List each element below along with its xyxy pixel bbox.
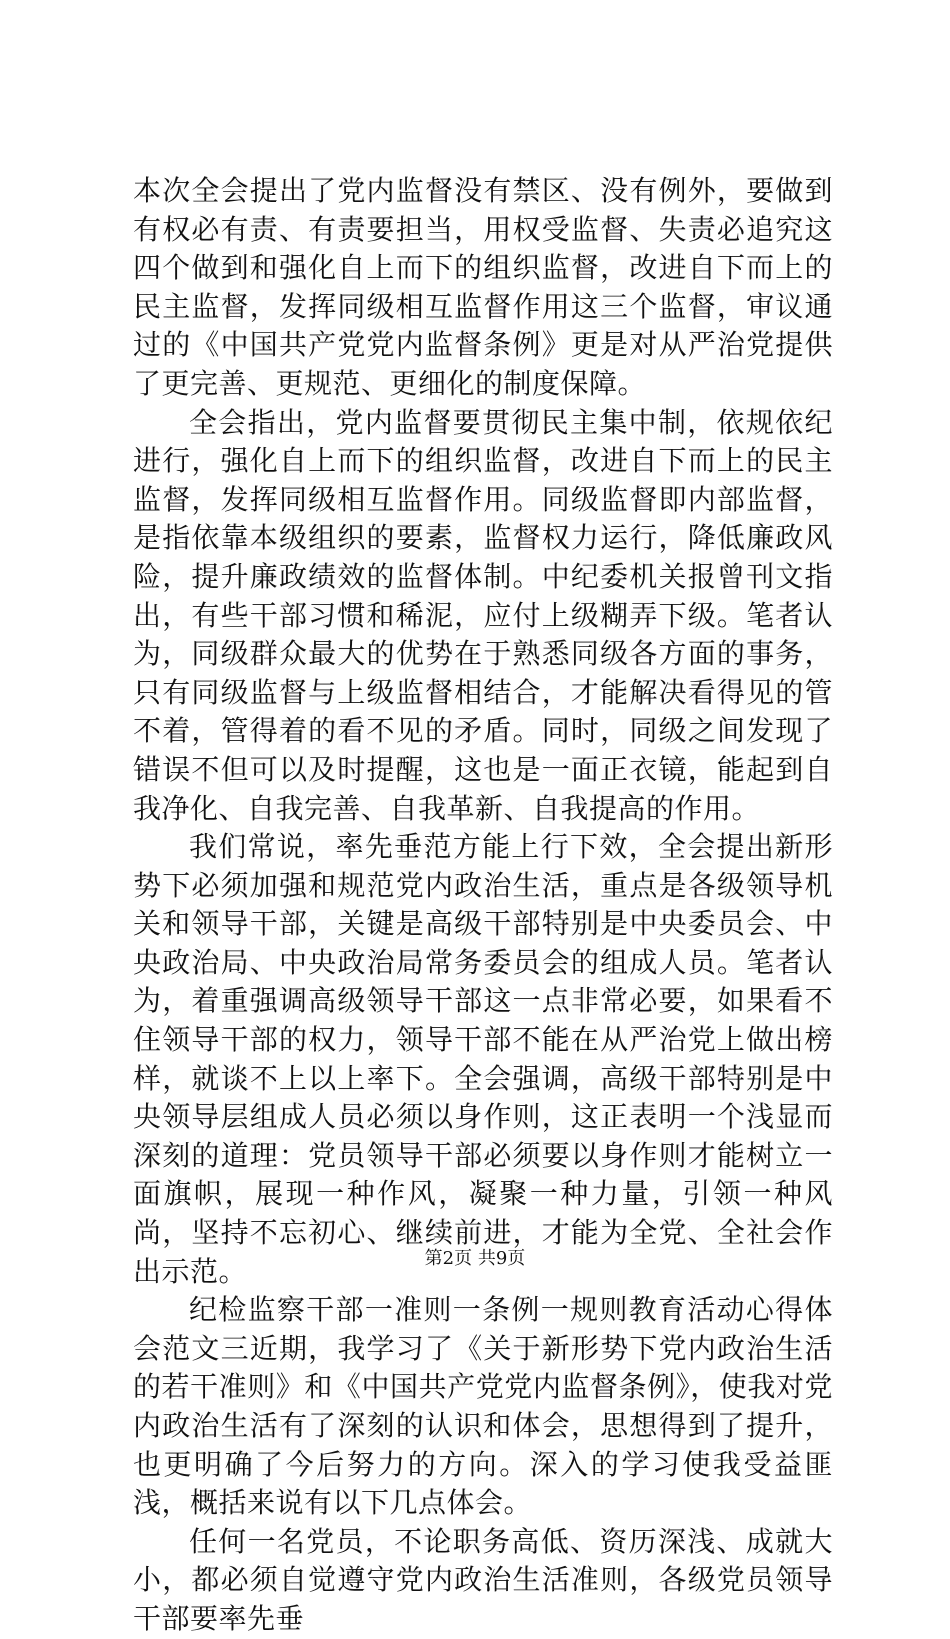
paragraph-3: 我们常说，率先垂范方能上行下效，全会提出新形势下必须加强和规范党内政治生活，重点是各级领导机关和领导干部，关键是高级干部特别是中央委员会、中央政治局、中央政治局常务委员会的组成人员。笔者认为，着重强调高级领导干部这一点非常必要，如果看不住领导干部的权力，领导干部不能在从严治党上做出榜样，就谈不上以上率下。全会强调，高级干部特别是中央领导层组成人员必须以身作则，这正表明一个浅显而深刻的道理：党员领导干部必须要以身作则才能树立一面旗帜，展现一种作风，凝聚一种力量，引领一种风尚，坚持不忘初心、继续前进，才能为全党、全社会作出示范。: [133, 830, 833, 1288]
document-body: [133, 172, 833, 1639]
paragraph-1: 本次全会提出了党内监督没有禁区、没有例外，要做到有权必有责、有责要担当，用权受监督、失责必追究这四个做到和强化自上而下的组织监督，改进自下而上的民主监督，发挥同级相互监督作用这三个监督，审议通过的《中国共产党党内监督条例》更是对从严治党提供了更完善、更规范、更细化的制度保障。: [133, 174, 833, 400]
paragraph-2: 全会指出，党内监督要贯彻民主集中制，依规依纪进行，强化自上而下的组织监督，改进自下而上的民主监督，发挥同级相互监督作用。同级监督即内部监督，是指依靠本级组织的要素，监督权力运行，降低廉政风险，提升廉政绩效的监督体制。中纪委机关报曾刊文指出，有些干部习惯和稀泥，应付上级糊弄下级。笔者认为，同级群众最大的优势在于熟悉同级各方面的事务，只有同级监督与上级监督相结合，才能解决看得见的管不着，管得着的看不见的矛盾。同时，同级之间发现了错误不但可以及时提醒，这也是一面正衣镜，能起到自我净化、自我完善、自我革新、自我提高的作用。: [133, 405, 833, 825]
paragraph-5: 任何一名党员，不论职务高低、资历深浅、成就大小，都必须自觉遵守党内政治生活准则，各级党员领导干部要率先垂: [133, 1524, 833, 1635]
paragraph-4: 纪检监察干部一准则一条例一规则教育活动心得体会范文三近期，我学习了《关于新形势下党内政治生活的若干准则》和《中国共产党党内监督条例》，使我对党内政治生活有了深刻的认识和体会，思想得到了提升，也更明确了今后努力的方向。深入的学习使我受益匪浅，概括来说有以下几点体会。: [133, 1293, 833, 1520]
page-number-footer: 第2页 共9页: [424, 1248, 526, 1269]
